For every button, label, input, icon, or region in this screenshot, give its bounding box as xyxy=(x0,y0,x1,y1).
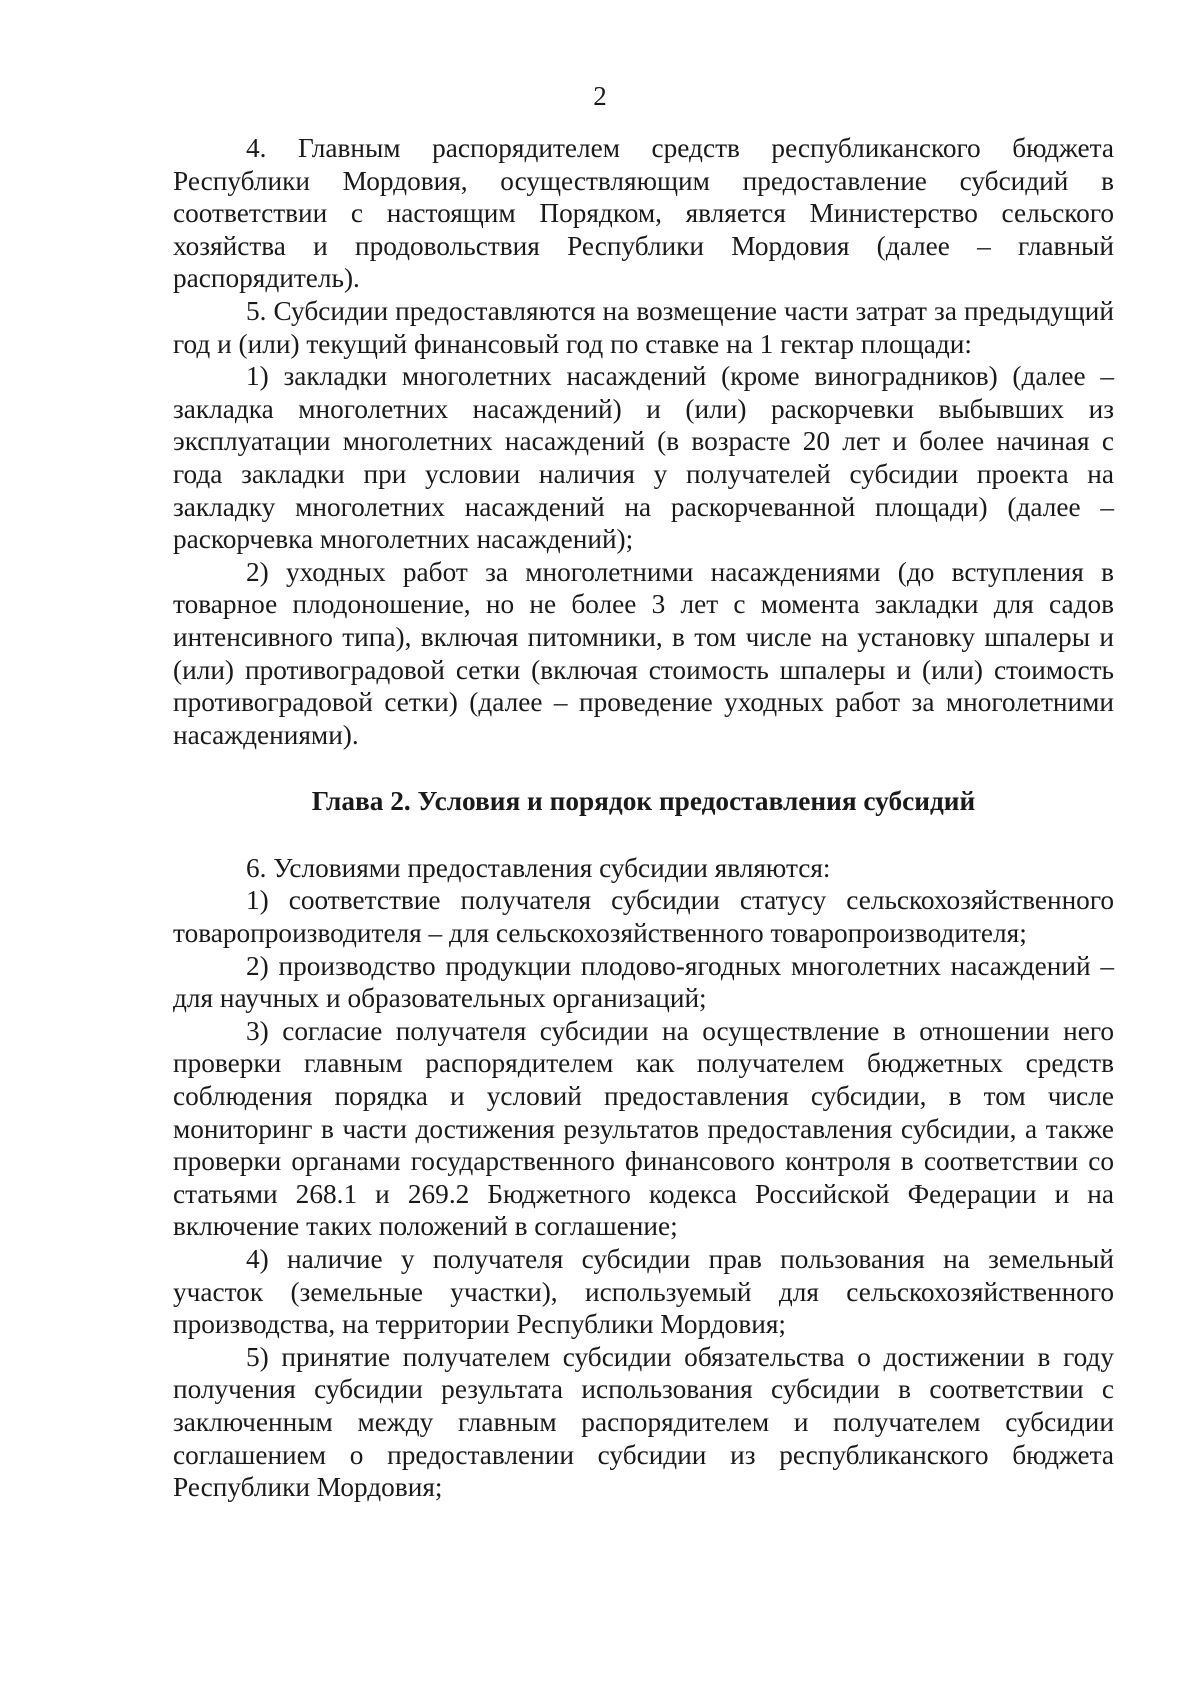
paragraph-subitem-5-1: 1) закладки многолетних насаждений (кроме виноградников) (далее – закладка многолетних насаждений) и (или) раскорчевки выбывших из эксплуатации многолетних насаждений (в возрасте 20 лет и более начиная с года закладки при условии наличия у получателей субсидии проекта на закладку многолетних насаждений на раскорчеванной площади) (далее – раскорчевка многолетних насаждений); xyxy=(173,361,1114,555)
chapter-heading: Глава 2. Условия и порядок предоставления субсидий xyxy=(311,786,976,817)
paragraph-subitem-5-2: 2) уходных работ за многолетними насаждениями (до вступления в товарное плодоношение, но не более 3 лет с момента закладки для садов интенсивного типа), включая питомники, в том числе на установку шпалеры и (или) противоградовой сетки (включая стоимость шпалеры и (или) стоимость противоградовой сетки) (далее – проведение уходных работ за многолетними насаждениями). xyxy=(173,556,1114,750)
paragraph-subitem-6-1: 1) соответствие получателя субсидии статусу сельскохозяйственного товаропроизводителя – для сельскохозяйственного товаропроизводителя; xyxy=(173,885,1114,949)
paragraph-item-5: 5. Субсидии предоставляются на возмещение части затрат за предыдущий год и (или) текущий финансовый год по ставке на 1 гектар площади: xyxy=(173,295,1114,359)
paragraph-subitem-6-4: 4) наличие у получателя субсидии прав пользования на земельный участок (земельные участки), используемый для сельскохозяйственного производства, на территории Республики Мордовия; xyxy=(173,1244,1114,1340)
paragraph-item-6: 6. Условиями предоставления субсидии являются: xyxy=(246,852,831,883)
paragraph-subitem-6-3: 3) согласие получателя субсидии на осуществление в отношении него проверки главным распорядителем как получателем бюджетных средств соблюдения порядка и условий предоставления субсидии, в том числе мониторинг в части достижения результатов предоставления субсидии, а также проверки органами государственного финансового контроля в соответствии со статьями 268.1 и 269.2 Бюджетного кодекса Российской Федерации и на включение таких положений в соглашение; xyxy=(173,1015,1114,1242)
document-body xyxy=(173,132,1114,1504)
paragraph-subitem-6-5: 5) принятие получателем субсидии обязательства о достижении в году получения субсидии результата использования субсидии в соответствии с заключенным между главным распорядителем и получателем субсидии соглашением о предоставлении субсидии из республиканского бюджета Республики Мордовия; xyxy=(173,1341,1114,1503)
page-number: 2 xyxy=(593,81,607,111)
paragraph-subitem-6-2: 2) производство продукции плодово-ягодных многолетних насаждений – для научных и образовательных организаций; xyxy=(173,950,1114,1014)
paragraph-item-4: 4. Главным распорядителем средств республиканского бюджета Республики Мордовия, осуществляющим предоставление субсидий в соответствии с настоящим Порядком, является Министерство сельского хозяйства и продовольствия Республики Мордовия (далее – главный распорядитель). xyxy=(173,133,1114,294)
